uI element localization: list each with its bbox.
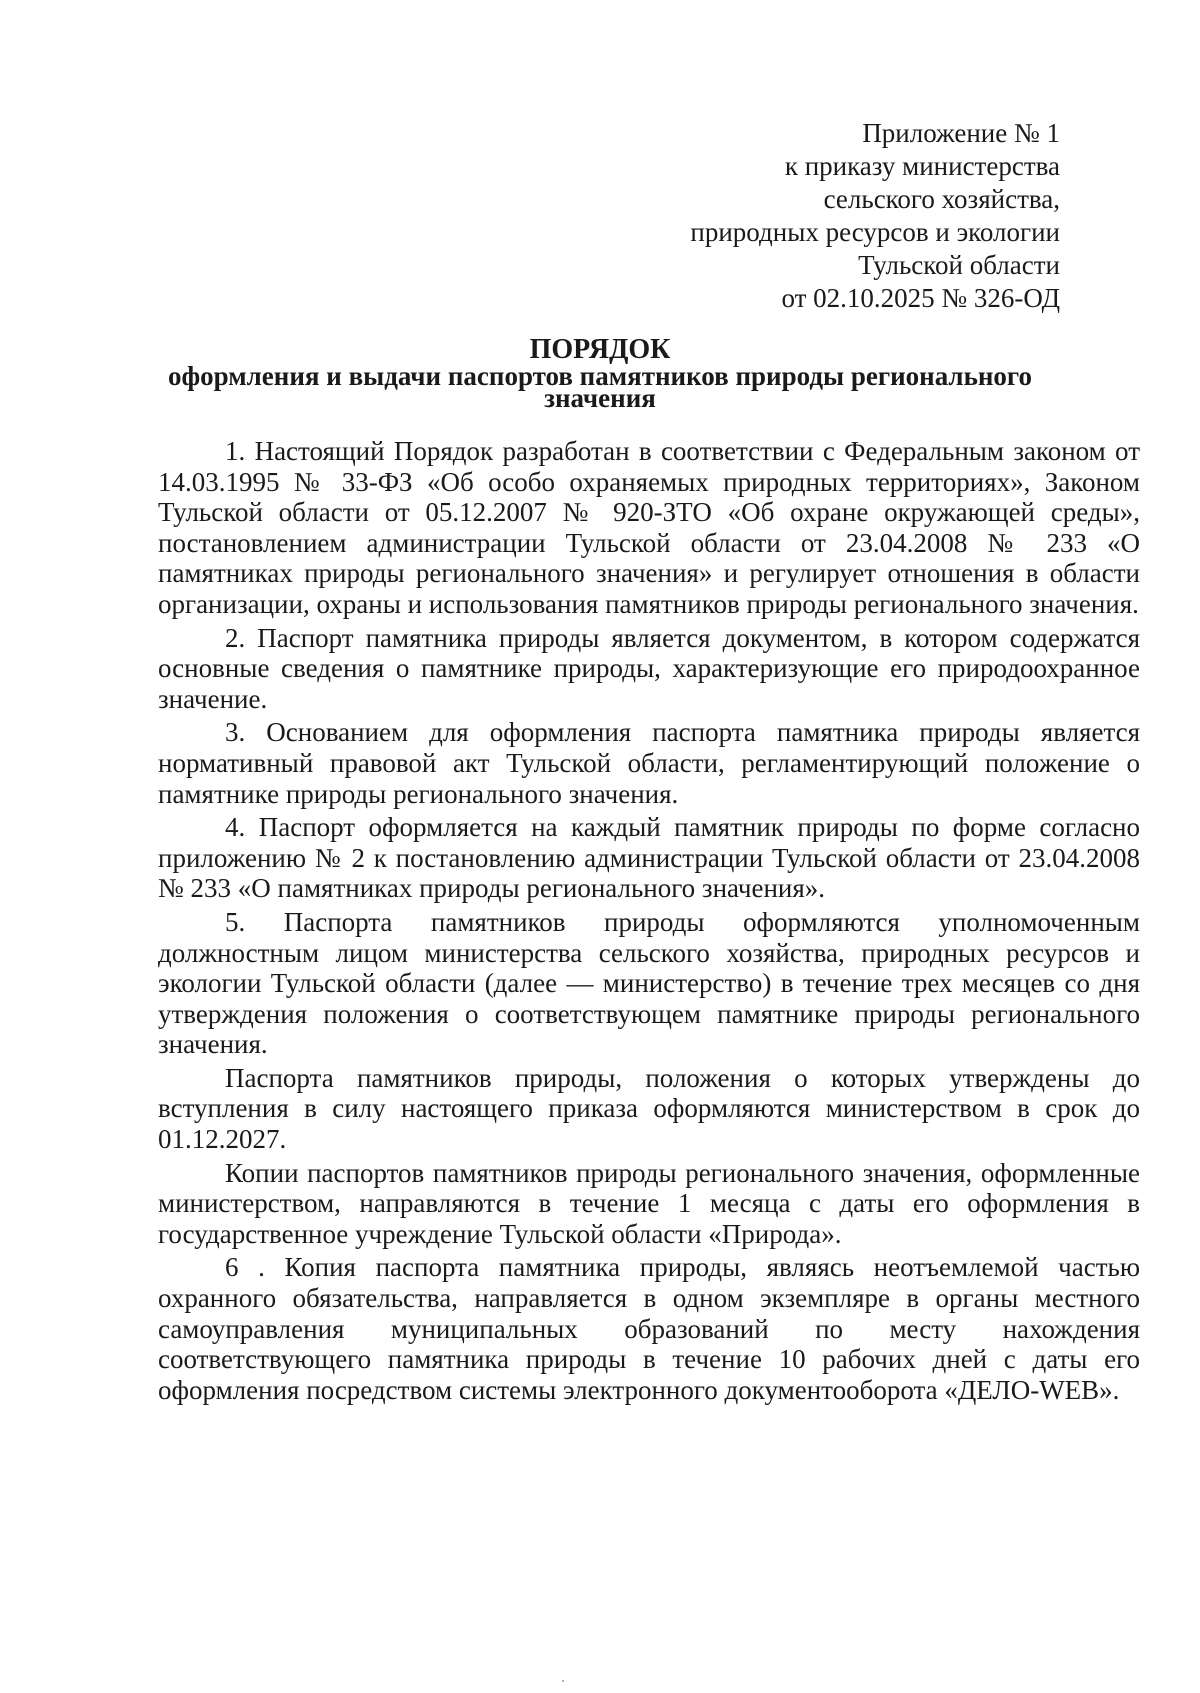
appendix-header (690, 117, 1060, 315)
appendix-line: природных ресурсов и экологии (690, 217, 1060, 247)
document-body (158, 436, 1140, 1405)
appendix-line: сельского хозяйства, (823, 184, 1060, 214)
scan-speck (562, 1680, 564, 1682)
document-title (150, 334, 1050, 413)
paragraph: 6 . Копия паспорта памятника природы, являясь неотъемлемой частью охранного обязательства, направляется в одном экземпляре в органы местного самоуправления муниципальных образований по месту нахождения соответствующего памятника природы в течение 10 рабочих дней с даты его оформления посредством системы электронного документооборота «ДЕЛО-WEB». (158, 1252, 1140, 1405)
paragraph: 3. Основанием для оформления паспорта памятника природы является нормативный правовой акт Тульской области, регламентирующий положение о памятнике природы регионального значения. (158, 717, 1140, 809)
appendix-line: Тульской области (858, 250, 1060, 280)
paragraph: 4. Паспорт оформляется на каждый памятник природы по форме согласно приложению № 2 к постановлению администрации Тульской области от 23.04.2008 № 233 «О памятниках природы регионального значения». (158, 812, 1140, 904)
appendix-line: от 02.10.2025 № 326-ОД (781, 283, 1060, 313)
title-subtitle-line: значения (544, 383, 656, 413)
paragraph: Паспорта памятников природы, положения о которых утверждены до вступления в силу настоящего приказа оформляются министерством в срок до 01.12.2027. (158, 1062, 1140, 1155)
appendix-line: к приказу министерства (784, 151, 1060, 181)
paragraph: 1. Настоящий Порядок разработан в соответствии с Федеральным законом от 14.03.1995 № 33-ФЗ «Об особо охраняемых природных территориях», Законом Тульской области от 05.12.2007 № 920-ЗТО «Об охране окружающей среды», постановлением администрации Тульской области от 23.04.2008 № 233 «О памятниках природы регионального значения» и регулирует отношения в области организации, охраны и использования памятников природы регионального значения. (158, 436, 1140, 619)
paragraph: Копии паспортов памятников природы регионального значения, оформленные министерством, направляются в течение 1 месяца с даты его оформления в государственное учреждение Тульской области «Природа». (158, 1157, 1140, 1249)
appendix-line: Приложение № 1 (862, 118, 1060, 148)
paragraph: 2. Паспорт памятника природы является документом, в котором содержатся основные сведения о памятнике природы, характеризующие его природоохранное значение. (158, 622, 1140, 714)
title-subtitle-line: оформления и выдачи паспортов памятников природы регионального (167, 361, 1032, 391)
title-heading: ПОРЯДОК (529, 334, 671, 365)
paragraph: 5. Паспорта памятников природы оформляются уполномоченным должностным лицом министерства сельского хозяйства, природных ресурсов и экологии Тульской области (далее — министерство) в течение трех месяцев со дня утверждения положения о соответствующем памятнике природы регионального значения. (158, 906, 1140, 1060)
